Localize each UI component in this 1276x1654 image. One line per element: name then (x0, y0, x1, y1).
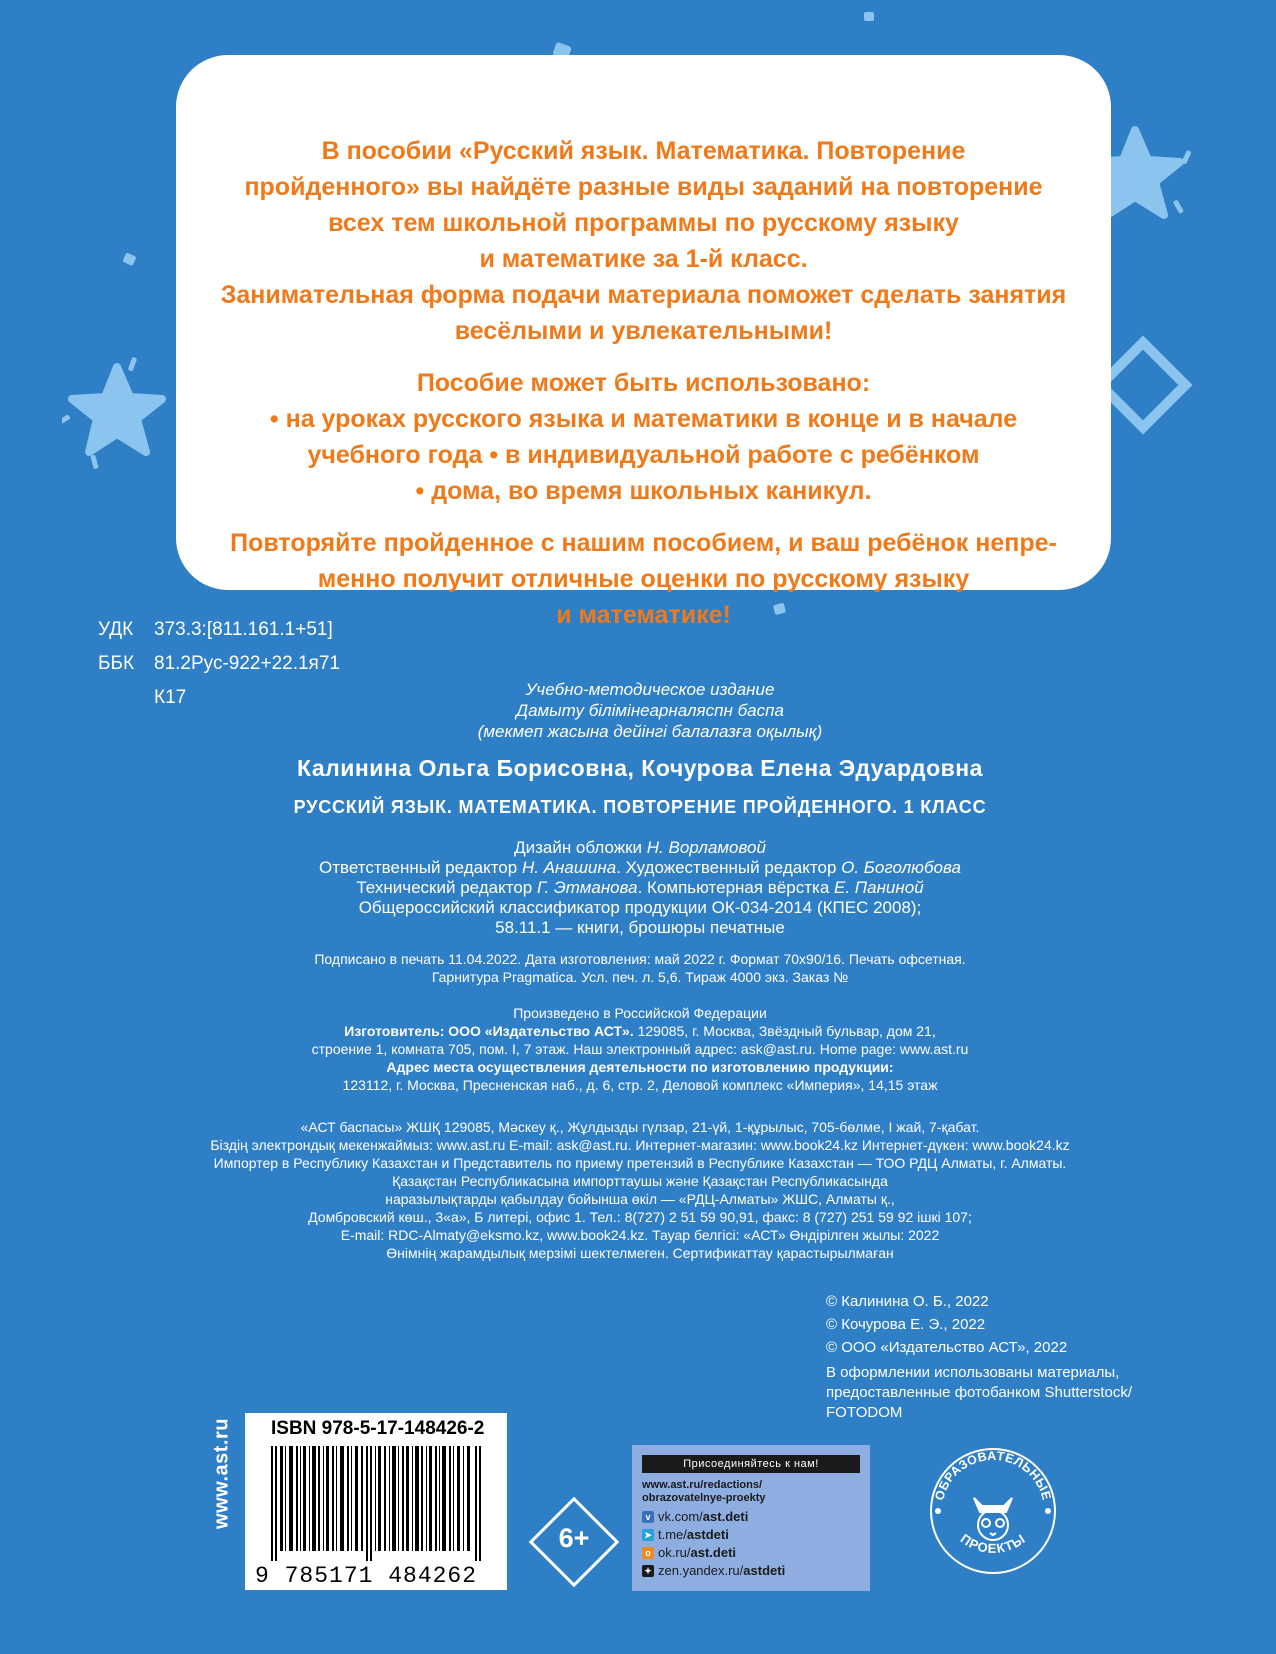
svg-text:ОБРАЗОВАТЕЛЬНЫЕ (932, 1449, 1054, 1502)
promo-line: и математике! (556, 601, 731, 629)
cat-icon (974, 1498, 1012, 1540)
ok-icon: o (642, 1547, 654, 1559)
author-code: К17 (154, 687, 187, 708)
authors: Калинина Ольга Борисовна, Кочурова Елена Эдуардовна (297, 755, 983, 781)
barcode-icon (271, 1446, 485, 1561)
decor-star-left-icon (62, 355, 182, 470)
promo-line: Пособие может быть использовано: (416, 369, 871, 397)
promo-line: • дома, во время школьных каникул. (415, 477, 872, 505)
bbk-value: 81.2Рус-922+22.1я71 (154, 653, 340, 674)
bbk-label: ББК (98, 653, 135, 674)
udk-line (98, 619, 333, 641)
promo-line: • на уроках русского языка и математики в конце и в начале (269, 405, 1018, 433)
join-us-label: Присоединяйтесь к нам! (642, 1455, 860, 1473)
promo-line: Занимательная форма подачи материала поможет сделать занятия (220, 281, 1067, 309)
zen-icon: ✦ (642, 1565, 654, 1577)
isbn-barcode (245, 1413, 507, 1590)
ok-link[interactable]: o ok.ru/ ast.deti (642, 1544, 860, 1562)
promo-line: и математике за 1-й класс. (479, 245, 808, 273)
badge-top-text: ОБРАЗОВАТЕЛЬНЫЕ (932, 1448, 1054, 1502)
copyright-line: © Калинина О. Б., 2022 (826, 1293, 989, 1310)
site-url-vertical[interactable]: www.ast.ru (210, 1418, 233, 1529)
print-info: Подписано в печать 11.04.2022. Дата изготовления: май 2022 г. Формат 70х90/16. Печать офсетная. Гарнитура Pragmatica. Усл. печ. л. 5,6. Тираж 4000 экз. Заказ № (314, 951, 966, 985)
edition-type-ru: Учебно-методическое издание (525, 680, 775, 699)
promo-line: менно получит отличные оценки по русскому языку (317, 565, 970, 593)
social-links (632, 1445, 870, 1591)
promo-line: Повторяйте пройденное с нашим пособием, и ваш ребёнок непре- (230, 529, 1057, 557)
isbn-digits: 9 785171 484262 (255, 1563, 478, 1589)
promo-line: пройденного» вы найдёте разные виды заданий на повторение (244, 173, 1043, 201)
credits: Дизайн обложки Н. Ворламовой Ответственный редактор Н. Анашина. Художественный редактор О. Боголюбова Технический редактор Г. Этманова. Компьютерная вёрстка Е. Паниной Общероссийский классификатор продукции ОК-034-2014 (КПЕС 2008); 58.11.1 — книги, брошюры печатные (319, 838, 961, 937)
decor-dot-left-icon (120, 250, 140, 270)
book-title: РУССКИЙ ЯЗЫК. МАТЕМАТИКА. ПОВТОРЕНИЕ ПРОЙДЕННОГО. 1 КЛАСС (293, 797, 987, 817)
promo-line: весёлыми и увлекательными! (454, 317, 833, 345)
zen-link[interactable]: ✦ zen.yandex.ru/ astdeti (642, 1562, 860, 1580)
edition-type (150, 679, 1150, 742)
copyright-line: © Кочурова Е. Э., 2022 (826, 1316, 986, 1333)
telegram-icon: ➤ (642, 1529, 654, 1541)
edition-type-kz2: (мекмеп жасына дейінгі балалазға оқылық) (477, 722, 823, 741)
vk-link[interactable]: v vk.com/ ast.deti (642, 1508, 860, 1526)
kz-info: «АСТ баспасы» ЖШҚ 129085, Мәскеу қ., Жұлдызды гүлзар, 21-үй, 1-құрылыс, 705-бөлме, I жай, 7-қабат. Біздің электрондық мекенжаймыз: www.ast.ru E-mail: ask@ast.ru. Интернет-магазин: www.book24.kz Интернет-дүкен: www.book24.kz Импортер в Республику Казахстан и Представитель по приему претензий в Республике Казахстан — ТОО РДЦ Алматы, г. Алматы. Қазақстан Республикасына импорттаушы және Қазақстан Республикасында наразылықтарды қабылдау бойынша өкіл — «РДЦ-Алматы» ЖШС, Алматы қ., Домбровский көш., 3«а», Б литері, офис 1. Тел.: 8(727) 2 51 59 90,91, факс: 8 (727) 251 59 92 ішкі 107; E-mail: RDC-Almaty@eksmo.kz, www.book24.kz. Тауар белгісі: «АСТ» Өндірілген жылы: 2022 Өнімнің жарамдылық мерзімі шектелмеген. Сертификаттау қарастырылмаған (210, 1119, 1070, 1261)
copyright-line: © ООО «Издательство АСТ», 2022 (826, 1339, 1068, 1356)
badge-bottom-text: ПРОЕКТЫ (957, 1530, 1029, 1556)
bbk-line (98, 653, 340, 675)
udk-value: 373.3:[811.161.1+51] (154, 619, 333, 640)
isbn-label: ISBN 978-5-17-148426-2 (271, 1418, 485, 1439)
edition-type-kz: Дамыту білімінеарналяспн баспа (516, 701, 784, 720)
projects-url[interactable]: www.ast.ru/redactions/ obrazovatelnye-proekty (642, 1479, 766, 1504)
udk-label: УДК (98, 619, 134, 640)
materials-note: В оформлении использованы материалы, предоставленные фотобанком Shutterstock/ FOTODOM (826, 1364, 1133, 1421)
telegram-link[interactable]: ➤ t.me/ astdeti (642, 1526, 860, 1544)
promo-line: учебного года • в индивидуальной работе с ребёнком (307, 441, 980, 469)
promo-line: всех тем школьной программы по русскому языку (328, 209, 959, 237)
manufacturer-info: Произведено в Российской Федерации Изготовитель: ООО «Издательство АСТ». 129085, г. Москва, Звёздный бульвар, дом 21, строение 1, комната 705, пом. I, 7 этаж. Наш электронный адрес: ask@ast.ru. Home page: www.ast.ru Адрес места осуществления деятельности по изготовлению продукции: 123112, г. Москва, Пресненская наб., д. 6, стр. 2, Деловой комплекс «Империя», 14,15 этаж (311, 1005, 969, 1093)
copyright-block (826, 1290, 1132, 1423)
vk-icon: v (642, 1511, 654, 1523)
promo-box (176, 55, 1111, 629)
promo-line: В пособии «Русский язык. Математика. Повторение (321, 137, 966, 165)
decor-dot-top2-icon (860, 8, 880, 28)
educational-projects-badge-icon (922, 1440, 1064, 1582)
age-rating: 6+ (558, 1523, 590, 1553)
